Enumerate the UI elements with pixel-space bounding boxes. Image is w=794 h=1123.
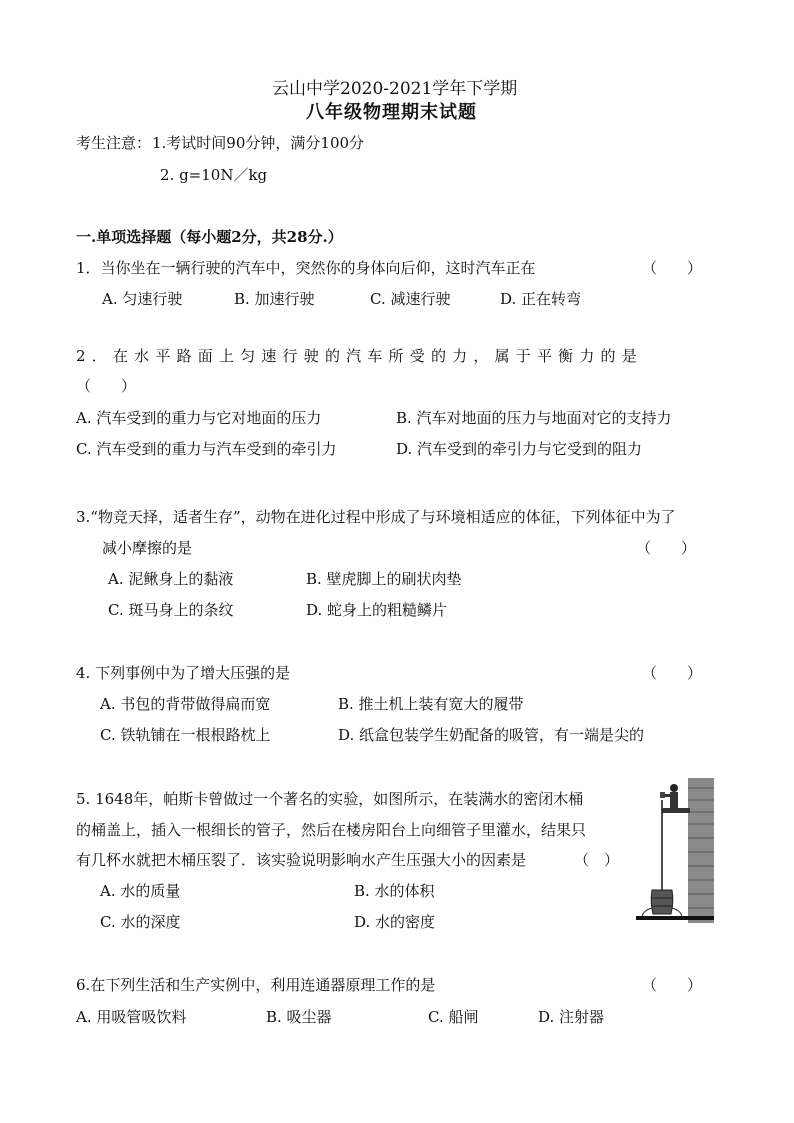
question-5-option-b[interactable]: B. 水的体积 [354, 882, 435, 900]
question-3-option-a[interactable]: A. 泥鳅身上的黏液 [108, 570, 234, 588]
question-3-answer-paren[interactable]: （ ） [636, 539, 697, 557]
question-1-option-b[interactable]: B. 加速行驶 [234, 290, 315, 308]
question-2-answer-paren[interactable]: （ ） [76, 377, 137, 395]
question-5-stem-line-1: 5. 1648年，帕斯卡曾做过一个著名的实验，如图所示，在装满水的密闭木桶 [76, 790, 584, 808]
question-1-option-d[interactable]: D. 正在转弯 [500, 290, 582, 308]
notice-item-2: 2. g=10N／kg [160, 166, 268, 184]
question-5-option-d[interactable]: D. 水的密度 [354, 913, 436, 931]
question-4-option-c[interactable]: C. 铁轨铺在一根根路枕上 [100, 726, 271, 744]
question-5-answer-paren[interactable]: （ ） [574, 851, 620, 869]
question-2-option-c[interactable]: C. 汽车受到的重力与汽车受到的牵引力 [76, 440, 337, 458]
question-5-stem-line-3: 有几杯水就把木桶压裂了．该实验说明影响水产生压强大小的因素是 [76, 851, 527, 869]
question-4-option-d[interactable]: D. 纸盒包装学生奶配备的吸管，有一端是尖的 [338, 726, 645, 744]
question-3-option-b[interactable]: B. 壁虎脚上的刷状肉垫 [306, 570, 462, 588]
question-3-stem-line-1: 3.“物竞天择，适者生存”，动物在进化过程中形成了与环境相适应的体征，下列体征中为了 [76, 508, 676, 526]
question-4-option-a[interactable]: A. 书包的背带做得扁而宽 [100, 695, 271, 713]
question-1-option-a[interactable]: A. 匀速行驶 [102, 290, 183, 308]
question-1-answer-paren[interactable]: （ ） [642, 259, 703, 277]
question-6-option-d[interactable]: D. 注射器 [538, 1008, 605, 1026]
section-heading: 一.单项选择题（每小题2分，共28分.） [76, 228, 343, 246]
question-5-option-c[interactable]: C. 水的深度 [100, 913, 181, 931]
question-6-option-a[interactable]: A. 用吸管吸饮料 [76, 1008, 187, 1026]
question-2-option-d[interactable]: D. 汽车受到的牵引力与它受到的阻力 [396, 440, 643, 458]
question-2-stem: 2．在水平路面上匀速行驶的汽车所受的力，属于平衡力的是 [76, 347, 643, 365]
question-6-stem: 6.在下列生活和生产实例中，利用连通器原理工作的是 [76, 976, 436, 994]
question-4-option-b[interactable]: B. 推土机上装有宽大的履带 [338, 695, 524, 713]
question-3-option-c[interactable]: C. 斑马身上的条纹 [108, 601, 234, 619]
question-3-stem-line-2: 减小摩擦的是 [102, 539, 193, 557]
question-1-stem: 1．当你坐在一辆行驶的汽车中，突然你的身体向后仰，这时汽车正在 [76, 259, 536, 277]
pascal-barrel-experiment-illustration-icon [636, 778, 714, 923]
question-1-option-c[interactable]: C. 减速行驶 [370, 290, 451, 308]
school-line: 云山中学2020-2021学年下学期 [272, 79, 518, 99]
question-6-option-c[interactable]: C. 船闸 [428, 1008, 479, 1026]
question-2-option-b[interactable]: B. 汽车对地面的压力与地面对它的支持力 [396, 409, 672, 427]
pascal-barrel-figure [636, 778, 714, 923]
question-6-option-b[interactable]: B. 吸尘器 [266, 1008, 332, 1026]
question-4-stem: 4. 下列事例中为了增大压强的是 [76, 664, 291, 682]
question-2-option-a[interactable]: A. 汽车受到的重力与它对地面的压力 [76, 409, 322, 427]
question-4-answer-paren[interactable]: （ ） [642, 664, 703, 682]
notice-label: 考生注意： [76, 134, 152, 152]
notice-item-1: 1.考试时间90分钟，满分100分 [152, 134, 365, 152]
question-3-option-d[interactable]: D. 蛇身上的粗糙鳞片 [306, 601, 448, 619]
question-6-answer-paren[interactable]: （ ） [642, 976, 703, 994]
question-5-option-a[interactable]: A. 水的质量 [100, 882, 181, 900]
question-5-stem-line-2: 的桶盖上，插入一根细长的管子，然后在楼房阳台上向细管子里灌水，结果只 [76, 821, 587, 839]
exam-title: 八年级物理期末试题 [306, 102, 477, 123]
